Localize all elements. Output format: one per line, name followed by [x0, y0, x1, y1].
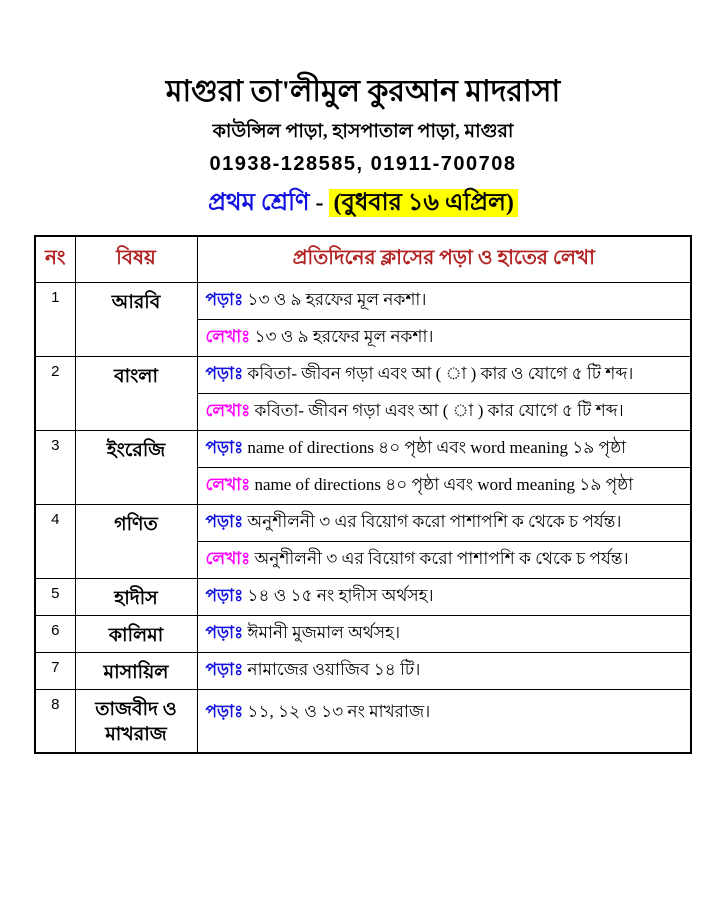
lekha-label: লেখাঃ — [205, 474, 251, 494]
row-number: 2 — [35, 356, 75, 430]
class-name: প্রথম শ্রেণি — [208, 190, 310, 216]
row-number: 6 — [35, 615, 75, 652]
lesson-cell — [197, 504, 691, 541]
pora-label: পড়াঃ — [205, 363, 244, 383]
table-row — [35, 356, 691, 393]
subject-name: কালিমা — [75, 615, 197, 652]
pora-text: ঈমানী মুজমাল অর্থসহ। — [247, 622, 401, 642]
table-row — [35, 430, 691, 467]
lesson-cell — [197, 393, 691, 430]
lekha-label: লেখাঃ — [205, 326, 251, 346]
pora-label: পড়াঃ — [205, 622, 244, 642]
pora-text: নামাজের ওয়াজিব ১৪ টি। — [247, 659, 421, 679]
row-number: 5 — [35, 578, 75, 615]
subject-name: আরবি — [75, 282, 197, 356]
row-number: 8 — [35, 689, 75, 753]
row-number: 4 — [35, 504, 75, 578]
pora-text: name of directions ৪০ পৃষ্ঠা এবং word meaning ১৯ পৃষ্ঠা — [247, 437, 627, 457]
table-row — [35, 615, 691, 652]
lesson-cell — [197, 689, 691, 753]
subject-name: তাজবীদ ও মাখরাজ — [75, 689, 197, 753]
row-number: 1 — [35, 282, 75, 356]
class-date-line — [0, 187, 726, 219]
lesson-cell — [197, 467, 691, 504]
madrasa-title: মাগুরা তা'লীমুল কুরআন মাদরাসা — [165, 75, 561, 108]
lekha-text: name of directions ৪০ পৃষ্ঠা এবং word meaning ১৯ পৃষ্ঠা — [254, 474, 634, 494]
pora-label: পড়াঃ — [205, 659, 244, 679]
subject-name: বাংলা — [75, 356, 197, 430]
column-header-subject: বিষয় — [75, 236, 197, 282]
column-header-number: নং — [35, 236, 75, 282]
lekha-text: ১৩ ও ৯ হরফের মূল নকশা। — [254, 326, 434, 346]
lekha-label: লেখাঃ — [205, 400, 251, 420]
lesson-cell — [197, 615, 691, 652]
pora-text: ১৪ ও ১৫ নং হাদীস অর্থসহ। — [247, 585, 434, 605]
pora-label: পড়াঃ — [205, 437, 244, 457]
pora-text: ১১, ১২ ও ১৩ নং মাখরাজ। — [247, 701, 431, 721]
lesson-cell — [197, 282, 691, 319]
lesson-cell — [197, 541, 691, 578]
date-highlight: (বুধবার ১৬ এপ্রিল) — [329, 189, 517, 217]
pora-text: ১৩ ও ৯ হরফের মূল নকশা। — [247, 289, 427, 309]
pora-label: পড়াঃ — [205, 701, 244, 721]
table-row — [35, 652, 691, 689]
lesson-table-body — [35, 282, 691, 753]
pora-text: কবিতা- জীবন গড়া এবং আ ( ◌া ) কার ও যোগে ৫ টি শব্দ। — [247, 363, 634, 383]
header-row — [35, 236, 691, 282]
lekha-text: অনুশীলনী ৩ এর বিয়োগ করো পাশাপশি ক থেকে চ পর্যন্ত। — [254, 548, 629, 568]
table-row — [35, 578, 691, 615]
table-row — [35, 689, 691, 753]
pora-text: অনুশীলনী ৩ এর বিয়োগ করো পাশাপশি ক থেকে চ পর্যন্ত। — [247, 511, 622, 531]
row-number: 3 — [35, 430, 75, 504]
column-header-lessons: প্রতিদিনের ক্লাসের পড়া ও হাতের লেখা — [197, 236, 691, 282]
class-date-separator: - — [309, 190, 330, 216]
pora-label: পড়াঃ — [205, 511, 244, 531]
lesson-table-header — [35, 236, 691, 282]
lekha-label: লেখাঃ — [205, 548, 251, 568]
lesson-table — [34, 235, 692, 754]
madrasa-address: কাউন্সিল পাড়া, হাসপাতাল পাড়া, মাগুরা — [212, 121, 514, 142]
table-row — [35, 282, 691, 319]
phone-numbers: 01938-128585, 01911-700708 — [209, 153, 517, 175]
lesson-cell — [197, 430, 691, 467]
subject-name: ইংরেজি — [75, 430, 197, 504]
lesson-cell — [197, 578, 691, 615]
subject-name: মাসায়িল — [75, 652, 197, 689]
subject-name: গণিত — [75, 504, 197, 578]
lesson-cell — [197, 356, 691, 393]
lesson-cell — [197, 652, 691, 689]
lesson-cell — [197, 319, 691, 356]
pora-label: পড়াঃ — [205, 585, 244, 605]
subject-name: হাদীস — [75, 578, 197, 615]
lekha-text: কবিতা- জীবন গড়া এবং আ ( ◌া ) কার যোগে ৫ টি শব্দ। — [254, 400, 624, 420]
pora-label: পড়াঃ — [205, 289, 244, 309]
table-row — [35, 504, 691, 541]
row-number: 7 — [35, 652, 75, 689]
